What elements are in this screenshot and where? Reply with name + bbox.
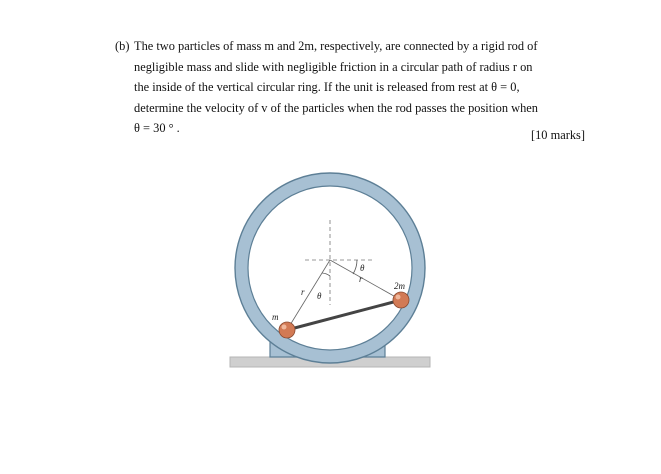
question-text: [115, 36, 585, 139]
question-line-text: The two particles of mass m and 2m, respectively, are connected by a rigid rod of: [134, 39, 538, 53]
label-theta-top: θ: [360, 263, 365, 273]
question-line-5: θ = 30 ° .: [134, 121, 180, 135]
question-line-3: the inside of the vertical circular ring. If the unit is released from rest at θ = 0,: [134, 80, 520, 94]
question-label: (b): [115, 39, 130, 53]
question-line-4: determine the velocity of v of the particles when the rod passes the position when: [134, 100, 538, 115]
question-line-1: [115, 36, 585, 57]
particle-mass-2m: [393, 292, 409, 308]
label-r-right: r: [359, 274, 363, 284]
label-theta-left: θ: [317, 291, 322, 301]
label-mass-m: m: [272, 312, 279, 322]
particle-mass-2m-highlight: [396, 295, 401, 300]
ring-figure: [225, 165, 445, 370]
marks-label: [10 marks]: [530, 128, 585, 142]
particle-mass-m: [279, 322, 295, 338]
particle-mass-m-highlight: [282, 325, 287, 330]
label-r-left: r: [301, 287, 305, 297]
label-mass-2m: 2m: [394, 281, 405, 291]
question-line-2: negligible mass and slide with negligible friction in a circular path of radius r on: [134, 59, 533, 74]
ring-inner-surface: [248, 186, 412, 350]
